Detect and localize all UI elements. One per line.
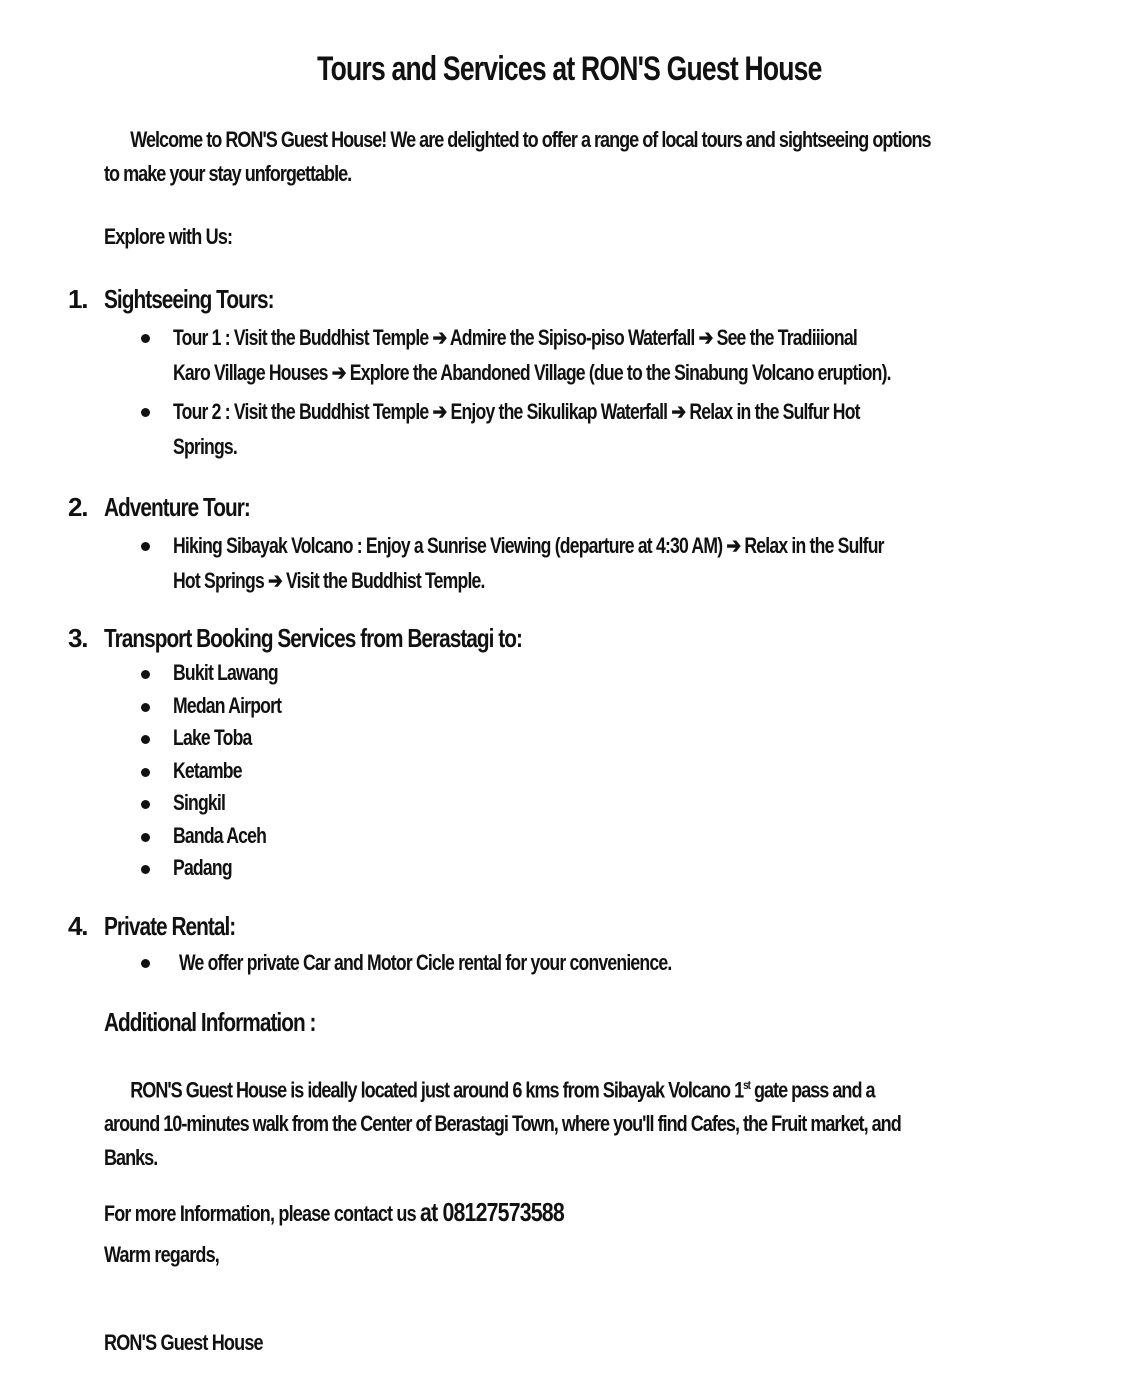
bullet-icon [141, 865, 150, 874]
additional-paragraph [104, 1068, 1036, 1175]
bullet-icon [141, 703, 150, 712]
section-heading-transport: 3. Transport Booking Services from Berastagi to: [68, 623, 522, 653]
section-heading-sightseeing: 1. Sightseeing Tours: [68, 284, 274, 314]
list-item: We offer private Car and Motor Cicle rental for your convenience. [138, 945, 795, 980]
bullet-icon [141, 670, 150, 679]
phone-number: at 08127573588 [420, 1197, 564, 1227]
list-item: Bukit Lawang [138, 657, 308, 690]
list-item: Singkil [138, 787, 308, 820]
contact-line: For more Information, please contact us at 08127573588 [104, 1197, 564, 1227]
intro-line-1: Welcome to RON'S Guest House! We are delighted to offer a range of local tours and sightseeing options [130, 127, 931, 152]
closing: Warm regards, [104, 1242, 220, 1267]
list-item: Tour 2 : Visit the Buddhist Temple ➔ Enjoy the Sikulikap Waterfall ➔ Relax in the Sulfur Hot Springs. [138, 394, 1070, 464]
bullet-icon [141, 408, 150, 417]
additional-line-3: Banks. [104, 1145, 158, 1171]
transport-list [138, 657, 308, 885]
bullet-icon [141, 800, 150, 809]
adventure-list [138, 528, 1061, 598]
additional-line-2: around 10-minutes walk from the Center of Berastagi Town, where you'll find Cafes, the Fruit market, and [104, 1111, 901, 1137]
signature: RON'S Guest House [104, 1330, 263, 1355]
list-item: Tour 1 : Visit the Buddhist Temple ➔ Admire the Sipiso-piso Waterfall ➔ See the Tradiiional Karo Village Houses ➔ Explore the Abandoned Village (due to the Sinabung Volcano eruption). [138, 320, 1070, 390]
list-item: Hiking Sibayak Volcano : Enjoy a Sunrise Viewing (departure at 4:30 AM) ➔ Relax in the Sulfur Hot Springs ➔ Visit the Buddhist Temple. [138, 528, 1061, 598]
bullet-icon [141, 959, 150, 968]
list-item: Medan Airport [138, 690, 308, 723]
list-item: Lake Toba [138, 722, 308, 755]
sightseeing-list [138, 320, 1070, 464]
list-item: Ketambe [138, 755, 308, 788]
list-item: Banda Aceh [138, 820, 308, 853]
list-item: Padang [138, 852, 308, 885]
bullet-icon [141, 735, 150, 744]
intro-paragraph [104, 123, 1036, 191]
intro-line-2: to make your stay unforgettable. [104, 161, 352, 186]
additional-heading: Additional Information : [104, 1007, 316, 1037]
section-heading-rental: 4. Private Rental: [68, 911, 236, 941]
section-heading-adventure: 2. Adventure Tour: [68, 492, 250, 522]
page-title: Tours and Services at RON'S Guest House [316, 50, 822, 88]
explore-heading: Explore with Us: [104, 224, 233, 249]
bullet-icon [141, 768, 150, 777]
additional-line-1: RON'S Guest House is ideally located just around 6 kms from Sibayak Volcano 1st gate pass and a [130, 1077, 875, 1103]
rental-list [138, 945, 795, 980]
bullet-icon [141, 542, 150, 551]
bullet-icon [141, 334, 150, 343]
bullet-icon [141, 833, 150, 842]
